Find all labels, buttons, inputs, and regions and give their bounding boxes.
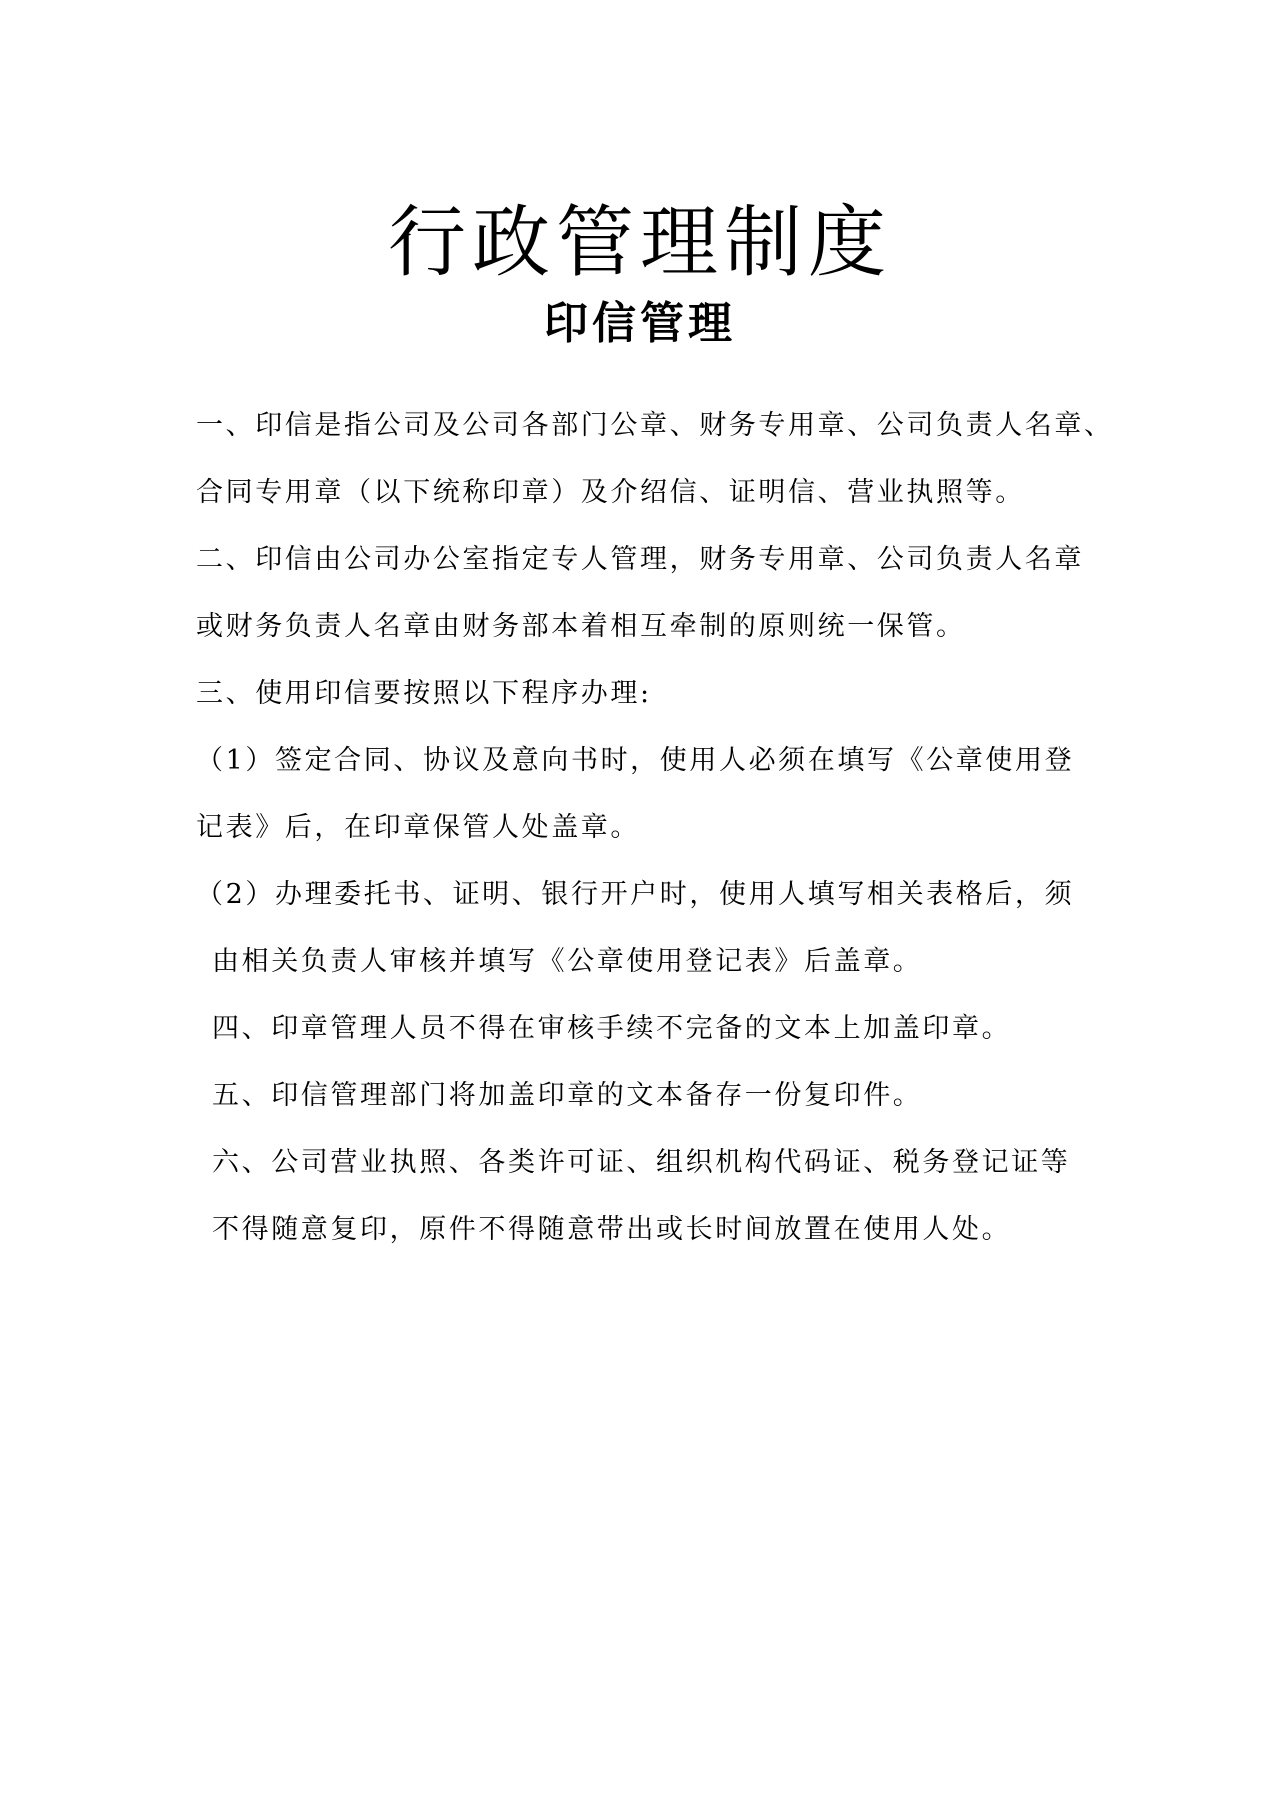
paragraph-line: 六、公司营业执照、各类许可证、组织机构代码证、税务登记证等 [212, 1147, 1071, 1178]
paragraph-line: 四、印章管理人员不得在审核手续不完备的文本上加盖印章。 [212, 1013, 1012, 1044]
paragraph-line: 不得随意复印，原件不得随意带出或长时间放置在使用人处。 [212, 1214, 1012, 1245]
paragraph-line: 合同专用章（以下统称印章）及介绍信、证明信、营业执照等。 [196, 477, 1025, 508]
paragraph-line: 二、印信由公司办公室指定专人管理，财务专用章、公司负责人名章 [196, 544, 1084, 575]
paragraph-line: 五、印信管理部门将加盖印章的文本备存一份复印件。 [212, 1080, 923, 1111]
paragraph-line: 记表》后，在印章保管人处盖章。 [196, 812, 640, 843]
paragraph-line: 一、印信是指公司及公司各部门公章、财务专用章、公司负责人名章、 [196, 410, 1114, 441]
paragraph-line: 三、使用印信要按照以下程序办理: [196, 678, 652, 709]
paragraph-line: 由相关负责人审核并填写《公章使用登记表》后盖章。 [212, 946, 923, 977]
document-subtitle: 印信管理 [544, 298, 736, 349]
paragraph-line: （1）签定合同、协议及意向书时，使用人必须在填写《公章使用登 [196, 745, 1075, 776]
paragraph-line: （2）办理委托书、证明、银行开户时，使用人填写相关表格后，须 [196, 879, 1075, 910]
document-title: 行政管理制度 [387, 198, 892, 288]
paragraph-line: 或财务负责人名章由财务部本着相互牵制的原则统一保管。 [196, 611, 966, 642]
